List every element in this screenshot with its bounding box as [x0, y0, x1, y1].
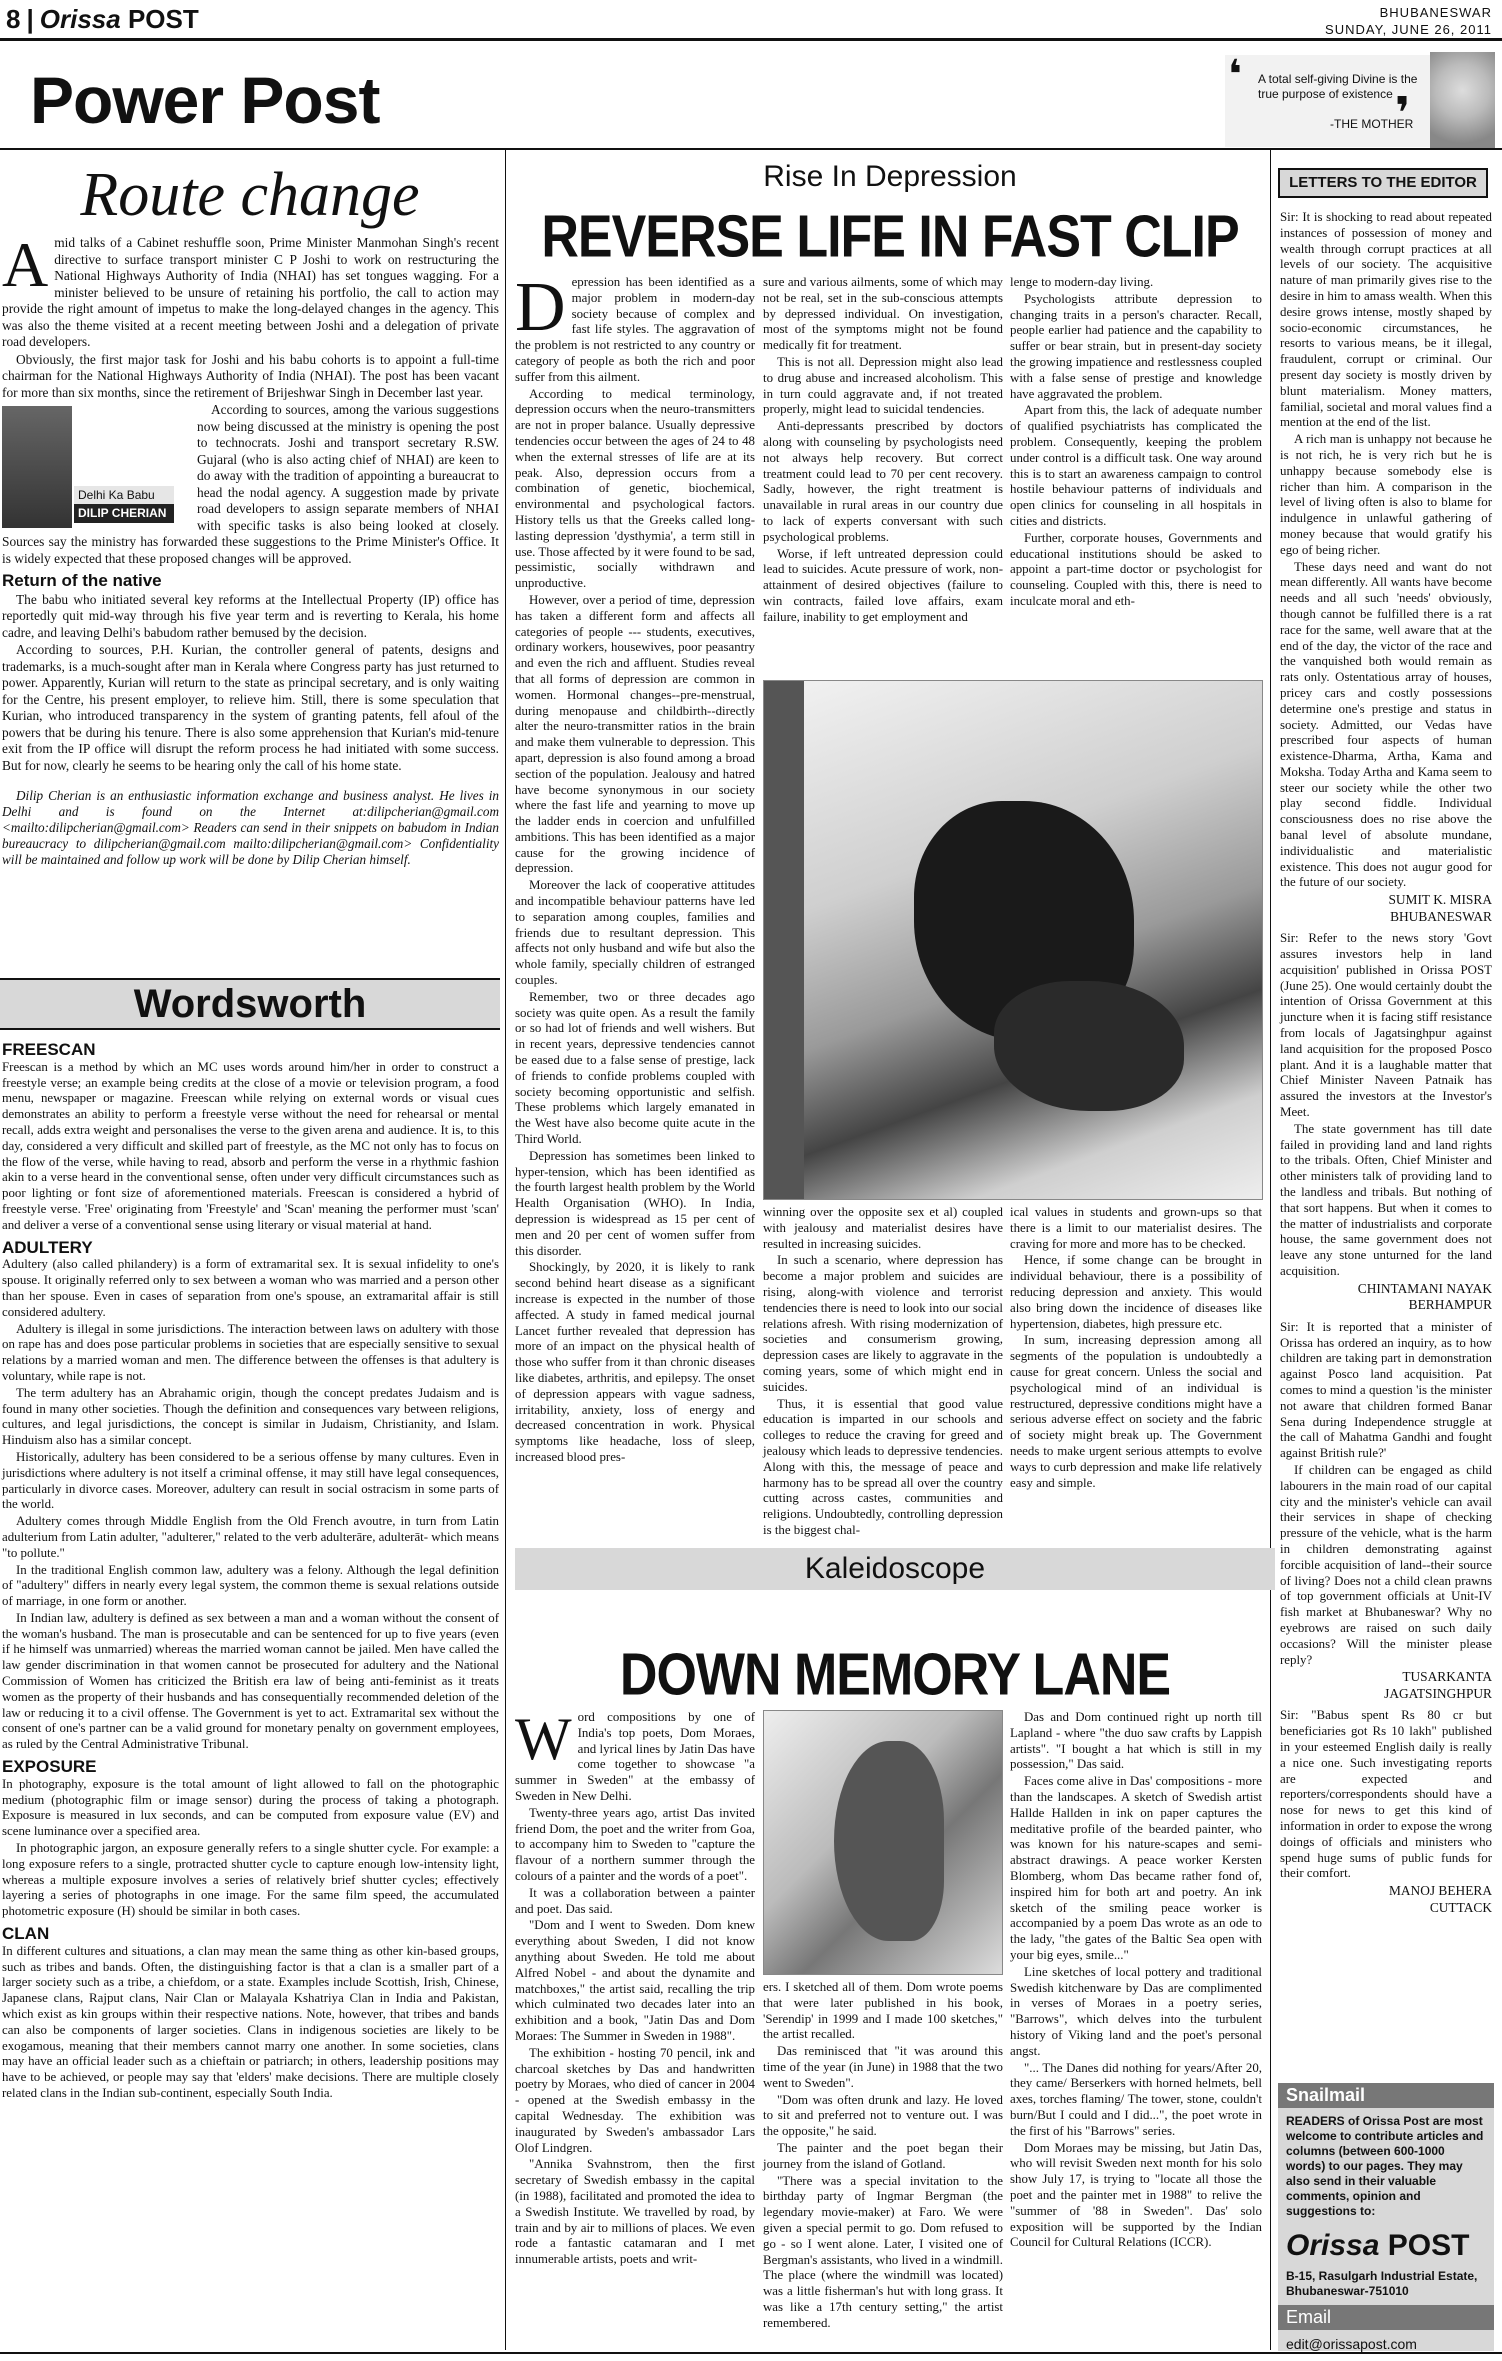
- header-rule: [0, 38, 1502, 41]
- paragraph: In photography, exposure is the total amount of light allowed to fall on the photographic medium (photographic film or image sensor) during the process of taking a photograph. Exposure is measured in lux seconds, and can be computed from exposure value (EV) and scene luminance over a specified area.: [2, 1776, 499, 1839]
- paragraph: Psychologists attribute depression to changing traits in a person's character. Recall, people earlier had patience and the capability to suffer or bear strain, but in present-day society the growing impatience and restlessness coupled with a false sense of prestige and knowledge have aggravated the problem.: [1010, 291, 1262, 401]
- wordsworth-header: Wordsworth: [0, 978, 500, 1030]
- paragraph: Sir: It is reported that a minister of Orissa has ordered an inquiry, as to how children are taking part in demonstration against Posco land acquisition. Pat comes to mind a question 'is the minister not aware that children formed Banar Sena during Independence struggle at the call of Mahatma Gandhi and fought against British rule?': [1280, 1319, 1492, 1461]
- paragraph: The exhibition - hosting 70 pencil, ink and charcoal sketches by Das and handwritten poetry by Moraes, who died of cancer in 2004 - opened at the Swedish embassy in the capital Wednesday. The exhibition was inaugurated by Sweden's ambassador Lars Olof Lindgren.: [515, 2045, 755, 2155]
- mother-portrait: [1430, 52, 1495, 148]
- kaleidoscope-col1: [515, 1706, 755, 2269]
- depression-col1: [515, 269, 755, 1467]
- dropcap: W: [515, 1706, 572, 1772]
- paragraph: Worse, if left untreated depression could lead to suicides. Acute pressure of work, non- attainment of desired objectives (failure to win contracts, failed love affairs, exam failure, inability to get employment and: [763, 546, 1003, 624]
- footer-rule: [0, 2352, 1502, 2354]
- author-name: DILIP CHERIAN: [74, 504, 174, 523]
- paragraph: Moreover the lack of cooperative attitudes and incompatible behaviour patterns have led to separation among couples, families and friends due to resultant depression. This affects not only husband and wife but also the whole family, specially children of estranged couples.: [515, 878, 755, 988]
- depression-col2-bottom: [763, 1205, 1003, 1540]
- paragraph: In the traditional English common law, adultery was a felony. Although the legal definition of "adultery" differs in nearly every legal system, the common theme is sexual relations outside of marriage, in one form or another.: [2, 1562, 499, 1609]
- paragraph: Adultery (also called philandery) is a form of extramarital sex. It is sexual infidelity to one's spouse. It originally referred only to sex between a woman who was married and a person other than her spouse. Even in cases of separation from one's spouse, an extramarital affair is still considered adultery.: [2, 1257, 499, 1319]
- photo-wall: [763, 680, 804, 1200]
- address-line: B-15, Rasulgarh Industrial Estate,: [1286, 2269, 1478, 2283]
- letter: [1280, 1320, 1492, 1703]
- paragraph: Remember, two or three decades ago society was quite open. As a result the family or so had lot of friends and well wishers. But in recent years, depressive tendencies cannot be eased due to a false sense of prestige, lack of friends to confide problems coupled with society becoming opportunistic and selfish. These problems which largely emanated in the West have also become quite acute in the Third World.: [515, 989, 755, 1147]
- paragraph: Hence, if some change can be brought in individual behaviour, there is a possibility of reducing depression and anxiety. This would also bring down the incidence of diseases like hypertension, diabetes, high pressure etc.: [1010, 1253, 1262, 1331]
- paragraph: In such a scenario, where depression has become a major problem and suicides are rising, along-with violence and terrorist tendencies there is need to look into our social relations afresh. With rising modernization of societies and consumerism growing, depression cases are likely to aggravate in the coming years, some of which might end in suicides.: [763, 1253, 1003, 1394]
- dropcap: A: [2, 229, 49, 300]
- kaleidoscope-band: Kaleidoscope: [515, 1548, 1275, 1590]
- paragraph: The term adultery has an Abrahamic origin, though the concept predates Judaism and is found in many other societies. Though the definition and consequences vary between religions, cultures, and legal jurisdictions, the concept is similar in Judaism, Christianity, and Islam. Hinduism also has a similar concept.: [2, 1385, 499, 1448]
- paragraph: Apart from this, the lack of adequate number of qualified psychiatrists has complicated the problem. Consequently, keeping the problem under control is a difficult task. One way around this is to start an awareness campaign to control hostile behaviour patterns of individuals and open clinics for counseling in all hospitals in cities and districts.: [1010, 403, 1262, 528]
- paragraph: Twenty-three years ago, artist Das invited friend Dom, the poet and the writer from Goa, to accompany him to Sweden to "capture the flavour of a northern summer through the colours of a painter and the words of a poet".: [515, 1805, 755, 1883]
- letter-place: JAGATSINGHPUR: [1384, 1685, 1492, 1701]
- paragraph: The state government has till date failed in providing land and land rights to the tribals. Often, Chief Minister and other ministers talk of providing land to the landless and tribals. But nothing of that sort happens. But when it comes to the matter of industrialists and corporate house, the same government does not leave any stone unturned for the land acquisition.: [1280, 1121, 1492, 1278]
- letter-signature: TUSARKANTA: [1402, 1669, 1492, 1685]
- paragraph: Depression has sometimes been linked to hyper-tension, which has been identified as the fourth largest health problem by the World Health Organisation (WHO). In India, depression is widespread as 15 per cent of men and 20 per cent of women suffer from this disorder.: [515, 1148, 755, 1258]
- photo-figure: [994, 981, 1184, 1111]
- page-number: 8: [6, 4, 21, 34]
- logo-orissa: Orissa: [1286, 2229, 1380, 2262]
- depression-col2-top: [763, 275, 1003, 627]
- letter: [1280, 931, 1492, 1314]
- paragraph: The painter and the poet began their journey from the island of Gotland.: [763, 2140, 1003, 2171]
- paragraph: According to medical terminology, depression occurs when the neuro-transmitters are not in proper balance. Usually depressive tendencies occur between the ages of 24 to 48 when the external stresses of life are at its peak. Also, depression occurs from a combination of genetic, biochemical, environmental and psychological factors. History tells us that the Greeks called long-lasting depression 'dysthymia', a term still in use. Those affected by it were found to be sad, pessimistic, socially withdrawn and unproductive.: [515, 386, 755, 591]
- paragraph: Das and Dom continued right up north till Lapland - where "the duo saw crafts by Lappish artists". "I bought a hat which is still in my possession," Das said.: [1010, 1710, 1262, 1772]
- paragraph: In photographic jargon, an exposure generally refers to a single shutter cycle. For example: a long exposure refers to a single, protracted shutter cycle to capture enough low-intensity light, whereas a multiple exposure involves a series of relatively brief shutter cycles; effectively layering a series of photographs in one image. For the same film speed, the accumulated photometric exposure (H) should be similar in both cases.: [2, 1841, 499, 1919]
- paragraph: sure and various ailments, some of which may not be real, set in the sub-conscious attempts by depressed individual. On investigation, most of the symptoms might not be found medically fit for treatment.: [763, 275, 1003, 353]
- paragraph: ord compositions by one of India's top poets, Dom Moraes, and lyrical lines by Jatin Das have come together to showcase "a summer in Sweden" at the embassy of Sweden in New Delhi.: [515, 1710, 755, 1803]
- paragraph: Adultery comes through Middle English from the Old French avoutre, in turn from Latin adulterium from Latin adulter, "adulterer," related to the verb adulterāre, adulterāt- which means "to pollute.": [2, 1514, 499, 1560]
- column-divider: [1270, 150, 1271, 2350]
- depression-col3-top: [1010, 275, 1262, 611]
- paragraph: Further, corporate houses, Governments and educational institutions should be asked to appoint a part-time doctor or psychologist for counseling. Coupled with this, there is need to inculcate moral and eth-: [1010, 530, 1262, 608]
- email-head: Email: [1278, 2305, 1494, 2330]
- paragraph: Thus, it is essential that good value education is imparted in our schools and colleges to reduce the craving for greed and jealousy which leads to depressive tendencies. Along with this, the message of peace and harmony has to be spread all over the country cutting across castes, communities and religions. Undoubtedly, controlling depression is the biggest chal-: [763, 1396, 1003, 1537]
- subhead: Return of the native: [2, 571, 162, 590]
- column-label: Delhi Ka Babu: [74, 486, 174, 505]
- column-divider: [505, 150, 506, 2350]
- close-quote-icon: ❜: [1395, 88, 1411, 139]
- depression-headline: REVERSE LIFE IN FAST CLIP: [541, 203, 1239, 271]
- kaleidoscope-col3: [1010, 1710, 1262, 2252]
- paragraph: epression has been identified as a major problem in modern-day society because of complex and fast life styles. The aggravation of the problem is not restricted to any country or category of people as both the rich and poor suffer from this ailment.: [515, 275, 755, 384]
- quote-text: A total self-giving Divine is the true purpose of existence: [1258, 72, 1418, 101]
- kaleidoscope-col2: [763, 1980, 1003, 2333]
- paragraph: ical values in students and grown-ups so that there is a limit to our materialist desires. The craving for more and more has to be checked.: [1010, 1205, 1262, 1251]
- wordsworth-body: [2, 1036, 499, 2103]
- paragraph: Das reminisced that "it was around this time of the year (in June) in 1988 that the two went to Sweden".: [763, 2044, 1003, 2090]
- paragraph: "There was a special invitation to the birthday party of Ingmar Bergman (the legendary movie-maker) at Faro. We were given a special permit to go. Dom refused to go - so I went alone. Later, I visited one of Bergman's assistants, who lived in a windmill. The place (where the windmill was located) was a little fisherman's hut with long grass. It was like a 17th century setting," the artist remembered.: [763, 2173, 1003, 2330]
- paragraph: Faces come alive in Das' compositions - more than the landscapes. A sketch of Swedish artist Hallde Hallden in ink on paper captures the meditative profile of the bearded painter, who was known for his nature-scapes and semi-abstract drawings. A peace worker Kersten Blomberg, whom Das became rather fond of, inspired him for both art and poetry. An ink sketch of the smiling peace worker is accompanied by a poem Das wrote as an ode to the lady, "the gates of the Baltic Sea open with your big eyes, smile...": [1010, 1774, 1262, 1962]
- entry-head: FREESCAN: [2, 1040, 96, 1059]
- snailmail-text: READERS of Orissa Post are most welcome to contribute articles and columns (between 600-1000 words) to our pages. They may also send in their valuable comments, opinion and suggestions to:: [1286, 2114, 1484, 2218]
- letters-tab: LETTERS TO THE EDITOR: [1278, 168, 1488, 198]
- brand-name: Orissa: [39, 4, 121, 34]
- paragraph: lenge to modern-day living.: [1010, 275, 1154, 289]
- paragraph: ers. I sketched all of them. Dom wrote poems that were later published in his book, 'Serendip' in 1999 and I made 100 sketches," the artist recalled.: [763, 1980, 1003, 2042]
- sketch-painting: [763, 1710, 1003, 1975]
- logo-post: POST: [1387, 2229, 1470, 2262]
- paragraph: winning over the opposite sex et al) coupled with jealousy and materialist desires have resulted in increasing suicides.: [763, 1205, 1003, 1251]
- paragraph: According to sources, P.H. Kurian, the controller general of patents, designs and trademarks, is a much-sought after man in Kerala where Congress party has just returned to power. Apparently, Kurian will return to the state as principal secretary, and is only waiting for the Centre, his present employer, to relieve him. Still, there is some speculation that Kurian, who introduced transparency in the system of granting patents, fell afoul of the powers that be during his tenure. There is also some apprehension that Kurian's mid-tenure exit from the IP office will disrupt the reform process he had initiated with some success. But for now, clearly he seems to be hearing only the call of his home state.: [2, 642, 499, 773]
- paragraph: According to sources, among the various suggestions now being discussed at the ministry is opening the post to technocrats. Joshi and transport secretary R.SW. Gujaral (who is also acting chief of NHAI) are keen to do away with the tradition of appointing a bureaucrat to head the nodal agency. A suggestion made by private road developers to assign separate members of NHAI with specific tasks is also being looked at closely. Sources say the ministry has forwarded these suggestions to the Prime Minister's Office. It is widely expected that these proposed changes will be approved.: [2, 402, 499, 566]
- entry-head: CLAN: [2, 1924, 50, 1944]
- paragraph: Anti-depressants prescribed by doctors along with counseling by psychologists need not always help recovery. But correct treatment could lead to 70 per cent recovery. Sadly, however, the right treatment is unavailable in rural areas in our country due to lack of experts conversant with such psychological problems.: [763, 419, 1003, 544]
- paragraph: Obviously, the first major task for Joshi and his babu cohorts is to appoint a full-time chairman for the National Highways Authority of India (NHAI). The post has been vacant for more than six months, since the retirement of Brijeshwar Singh in December last year.: [2, 351, 499, 400]
- paragraph: "... The Danes did nothing for years/After 20, they came/ Berserkers with horned helmets, bell axes, torches flaming/ The tower, stone, couldn't burn/But I could and I did...", the poet wrote in the first of his "Barrows" series.: [1010, 2060, 1262, 2138]
- paragraph: This is not all. Depression might also lead to drug abuse and increased alcoholism. This in turn could aggravate and, if not treated properly, might lead to suicidal tendencies.: [763, 354, 1003, 417]
- brand-post: POST: [127, 4, 199, 34]
- letter-place: CUTTACK: [1429, 1899, 1492, 1915]
- quote-author: -THE MOTHER: [1330, 117, 1414, 131]
- depression-col3-bottom: [1010, 1205, 1262, 1492]
- paragraph: If children can be engaged as child labourers in the main road of our capital city and the minister's vehicle can avail their services in shape of checking pressure of the vehicle, what is the harm in children demonstrating against forcible acquisition of land--their source of living? Does not a child clean prawns of top government officials at Unit-IV fish market at Bhubaneswar? Why no eyebrows are raised on such daily occasions? Will the minister please reply?: [1280, 1462, 1492, 1667]
- route-change-article: [2, 229, 499, 868]
- route-change-title: Route change: [80, 161, 420, 229]
- snailmail-head: Snailmail: [1278, 2083, 1494, 2108]
- paragraph: Shockingly, by 2020, it is likely to rank second behind heart disease as a significant increase is expected in the number of those affected. A study in famed medical journal Lancet further revealed that depression has more of an impact on the physical health of those who suffer from it than chronic diseases like diabetes, arthritis, and epilepsy. The onset of depression appears with vague sadness, irritability, anxiety, loss of energy and decreased concentration in work. Physical symptoms like headache, loss of sleep, increased blood pres-: [515, 1260, 755, 1464]
- paragraph: Adultery is illegal in some jurisdictions. The interaction between laws on adultery with those on rape has and does pose particular problems in societies that are especially sensitive to sexual relations by a married woman and men. The difference between the offenses is that adultery is voluntary, while rape is not.: [2, 1321, 499, 1383]
- entry-head: EXPOSURE: [2, 1757, 97, 1777]
- page-header-right: [1325, 4, 1492, 38]
- paragraph: A rich man is unhappy not because he is not rich, he is very rich but he is unhappy because somebody else is richer than him. A comparison in the level of living often is also to blame for indulgence in unlawful gathering of money because that would gratify his ego of being richer.: [1280, 432, 1492, 557]
- paragraph: In different cultures and situations, a clan may mean the same thing as other kin-based groups, such as tribes and bands. Often, the distinguishing factor is that a clan is a smaller part of a larger society such as a tribe, a chiefdom, or a state. Examples include Scottish, Irish, Chinese, Japanese clans, Rajput clans, Nair Clan or Malayala Kshatriya Clan in India and Pakistan, which exist as kin groups within their respective nations. Note, however, that tribes and bands can also be components of larger societies. Clans in indigenous societies are likely to be exogamous, meaning that their members cannot marry one another. In some societies, clans may have an official leader such as a chieftain or patriarch; in others, leadership positions may have to be achieved, or people may say that 'elders' make decisions. There are multiple closely related clans in the Indian sub-continent, especially South India.: [2, 1943, 499, 2100]
- paragraph: "Dom and I went to Sweden. Dom knew everything about Sweden, I did not know anything about Sweden. He told me about Alfred Nobel - and about the dynamite and matchboxes," the artist said, recalling the trip which culminated two decades later into an exhibition and a book, "Jatin Das and Dom Moraes: The Summer in Sweden in 1988".: [515, 1918, 755, 2043]
- kaleidoscope-headline: DOWN MEMORY LANE: [619, 1641, 1171, 1709]
- snailmail-address: [1278, 2267, 1494, 2305]
- depression-photo: [763, 680, 1263, 1200]
- paragraph: Freescan is a method by which an MC uses words around him/her in order to construct a freestyle verse; an example being credits at the close of a movie or television program, a food menu, newspaper or magazine. Freescan while relying on external words or visual cues demonstrates an ability to perform a freestyle verse without the need for rehearsal or mental recall, adds extra weight and personalises the verse to the given arena and audience. It is, to this day, considered a very difficult and skilled part of freestyle, as the MC not only has to focus on the flow of the verse, while having to read, absorb and perform the verse in a rhythmic fashion akin to a verse heard in the conventional sense, often under very difficult circumstances such as poor lighting or font size of aforementioned materials. Freescan is considered a hybrid of freestyle verse. 'Free' originating from 'Freestyle' and 'Scan' meaning the performer must 'scan' and deliver a verse of a conventional sense using literary or visual material at hand.: [2, 1059, 499, 1232]
- letters-column: [1280, 210, 1492, 1916]
- paragraph: However, over a period of time, depression has taken a different form and affects all categories of people --- students, executives, ordinary workers, housewives, poor peasantry and even the rich and affluent. Studies reveal that all forms of depression are common in women. Hormonal changes--pre-menstrual, during menopause and childbirth--directly alter the neuro-transmitter ratios in the brain and make them vulnerable to depression. This apart, depression is also found among a broad section of the population. Jealousy and hatred have become synonymous in our society where the fast life and yearning to move up the ladder ends in coercion and unfulfilled ambitions. This has been identified as a major cause for the growing incidence of depression.: [515, 592, 755, 876]
- paragraph: mid talks of a Cabinet reshuffle soon, Prime Minister Manmohan Singh's recent directive to surface transport minister C P Joshi to work on restructuring the National Highways Authority of India (NHAI) has set tongues wagging. For a minister believed to be unsure of retaining his portfolio, the call to action may provide the right amount of impetus to make the long-delayed changes in the agency. This was also the theme visited at a recent meeting between Joshi and a delegation of private road developers.: [2, 235, 499, 349]
- letter-place: BHUBANESWAR: [1390, 908, 1492, 924]
- dateline-date: SUNDAY, JUNE 26, 2011: [1325, 22, 1492, 37]
- paragraph: Sir: It is shocking to read about repeated instances of possession of money and wealth through corrupt practices at all levels of our society. The acquisitive nature of man primarily gives rise to the desire in him to amass wealth. When this desire grows intense, mostly shaped by socio-economic circumstances, he resorts to various means, be it illegal, fraudulent, corrupt or criminal. Our present day society is mostly driven by blunt materialism. Money matters, familial, societal and moral values find a mention at the end of the list.: [1280, 210, 1492, 430]
- painting-figure: [834, 1741, 944, 1941]
- orissa-post-logo: [1278, 2225, 1494, 2267]
- letter-signature: MANOJ BEHERA: [1388, 1883, 1492, 1899]
- author-note: Dilip Cherian is an enthusiastic information exchange and business analyst. He lives in Delhi and is found on the Internet at:dilipcherian@gmail.com <mailto:dilipcherian@gmail.com> Readers can send in their snippets on babudom in Indian bureaucracy to dilipcherian@gmail.com mailto:dilipcherian@gmail.com> Confidentiality will be maintained and follow up work will be done by Dilip Cherian himself.: [2, 788, 499, 867]
- author-column-box: [2, 406, 187, 528]
- title-rule: [0, 148, 1502, 150]
- letter-signature: CHINTAMANI NAYAK: [1357, 1280, 1492, 1296]
- section-title: Power Post: [30, 63, 380, 137]
- letter: [1280, 1708, 1492, 1916]
- paragraph: These days need and want do not mean differently. All wants have become needs and all such 'needs' obviously, though cannot be fulfilled there is a rat race for the same, well aware that at the end of the day, the victor of the race and the vanquished both would remain as rats only. Ostentatious array of houses, pricey cars and costly possessions determine one's prestige and status in society. Admitted, our Vedas have prescribed four aspects of human existence-Dharma, Artha, Kama and Moksha. Today Artha and Kama seem to steer our society while the other two play second fiddle. Individual consciousness does no rise above the banal level of absolute mundane, individualistic and materialistic existence. This does not augur good for the future of our society.: [1280, 559, 1492, 890]
- paragraph: The babu who initiated several key reforms at the Intellectual Property (IP) office has reportedly quit mid-way through his five year term and is reverting to Kerala, his home cadre, and leaving Delhi's babudom rather bemused by the decision.: [2, 591, 499, 640]
- depression-kicker: Rise In Depression: [763, 160, 1017, 193]
- paragraph: Historically, adultery has been considered to be a serious offense by many cultures. Even in jurisdictions where adultery is not itself a criminal offense, it may still have legal consequences, particularly in divorce cases. Moreover, adultery can result in social ostracism in some parts of the world.: [2, 1449, 499, 1512]
- divider: |: [26, 4, 34, 34]
- paragraph: In Indian law, adultery is defined as sex between a man and a woman without the consent of the woman's husband. The man is prosecutable and can be sentenced for up to five years (even if he himself was unmarried) whereas the married woman cannot be jailed. Men have called the law gender discrimination in that women cannot be prosecuted for adultery and the National Commission of Women has criticized the British era law of being anti-feminist as it treats women as the property of their husbands and has consequentially recommended deletion of the law or reducing it to a civil offense. The Government is yet to act. Extramarital sex without the consent of one's partner can be a valid ground for monetary penalty on government employees, as ruled by the Central Administrative Tribunal.: [2, 1610, 499, 1752]
- dropcap: D: [515, 269, 566, 346]
- paragraph: Line sketches of local pottery and traditional Swedish kitchenware by Das are complimented in verses of Moraes in a poetry series, "Barrows", which delves into the turbulent history of Viking land and the poet's personal angst.: [1010, 1964, 1262, 2058]
- paragraph: In sum, increasing depression among all segments of the population is undoubtedly a cause for great concern. Unless the social and psychological mind of an individual is restructured, depressive conditions might have a serious adverse effect on society and the fabric of society might break up. The Government needs to make urgent serious attempts to evolve ways to curb depression and make life relatively easy and simple.: [1010, 1333, 1262, 1490]
- open-quote-icon: ❛: [1228, 52, 1242, 98]
- dateline-city: BHUBANESWAR: [1379, 5, 1492, 20]
- entry-head: ADULTERY: [2, 1237, 93, 1257]
- paragraph: Sir: "Babus spent Rs 80 cr but beneficiaries got Rs 10 lakh" published in your esteemed English daily is really a nice one. Such investigating reports are expected and reporters/correspondents should have a nose for news to get this kind of information in order to expose the wrong doings of officials and ministers who spend huge sums of public funds for their comfort.: [1280, 1708, 1492, 1881]
- page-header-left: [6, 4, 199, 35]
- letter-place: BERHAMPUR: [1408, 1297, 1492, 1313]
- author-photo: [2, 406, 72, 528]
- paragraph: Dom Moraes may be missing, but Jatin Das, who will revisit Sweden next month for his solo show July 17, is trying to "locate all those the poet and the painter met in 1988" to relive the "summer of '88 in Sweden". Das' solo exposition will be supported by the Indian Council for Cultural Relations (ICCR).: [1010, 2140, 1262, 2250]
- email-link[interactable]: edit@orissapost.com: [1286, 2336, 1417, 2352]
- paragraph: It was a collaboration between a painter and poet. Das said.: [515, 1885, 755, 1916]
- paragraph: "Annika Svahnstrom, then the first secretary of Swedish embassy in the capital (in 1988), facilitated and promoted the idea to a Swedish Institute. We travelled by road, by train and by air to millions of places. We even rode a fantastic catamaran and I met innumerable artists, poets and writ-: [515, 2157, 755, 2267]
- paragraph: Sir: Refer to the news story 'Govt assures investors help in land acquisition' published in Orissa POST (June 25). One would certainly doubt the intention of Orissa Government at this juncture when it is facing stiff resistance from locals of Jagatsinghpur against land acquisition for the proposed Posco plant. And it is a laughable matter that Chief Minister Naveen Patnaik has assured the investors at the Investor's Meet.: [1280, 931, 1492, 1120]
- paragraph: "Dom was often drunk and lazy. He loved to sit and preferred not to venture out. I was the opposite," he said.: [763, 2092, 1003, 2139]
- snailmail-box: [1278, 2083, 1494, 2351]
- letter-signature: SUMIT K. MISRA: [1388, 892, 1492, 908]
- address-line: Bhubaneswar-751010: [1286, 2284, 1409, 2298]
- letter: [1280, 210, 1492, 925]
